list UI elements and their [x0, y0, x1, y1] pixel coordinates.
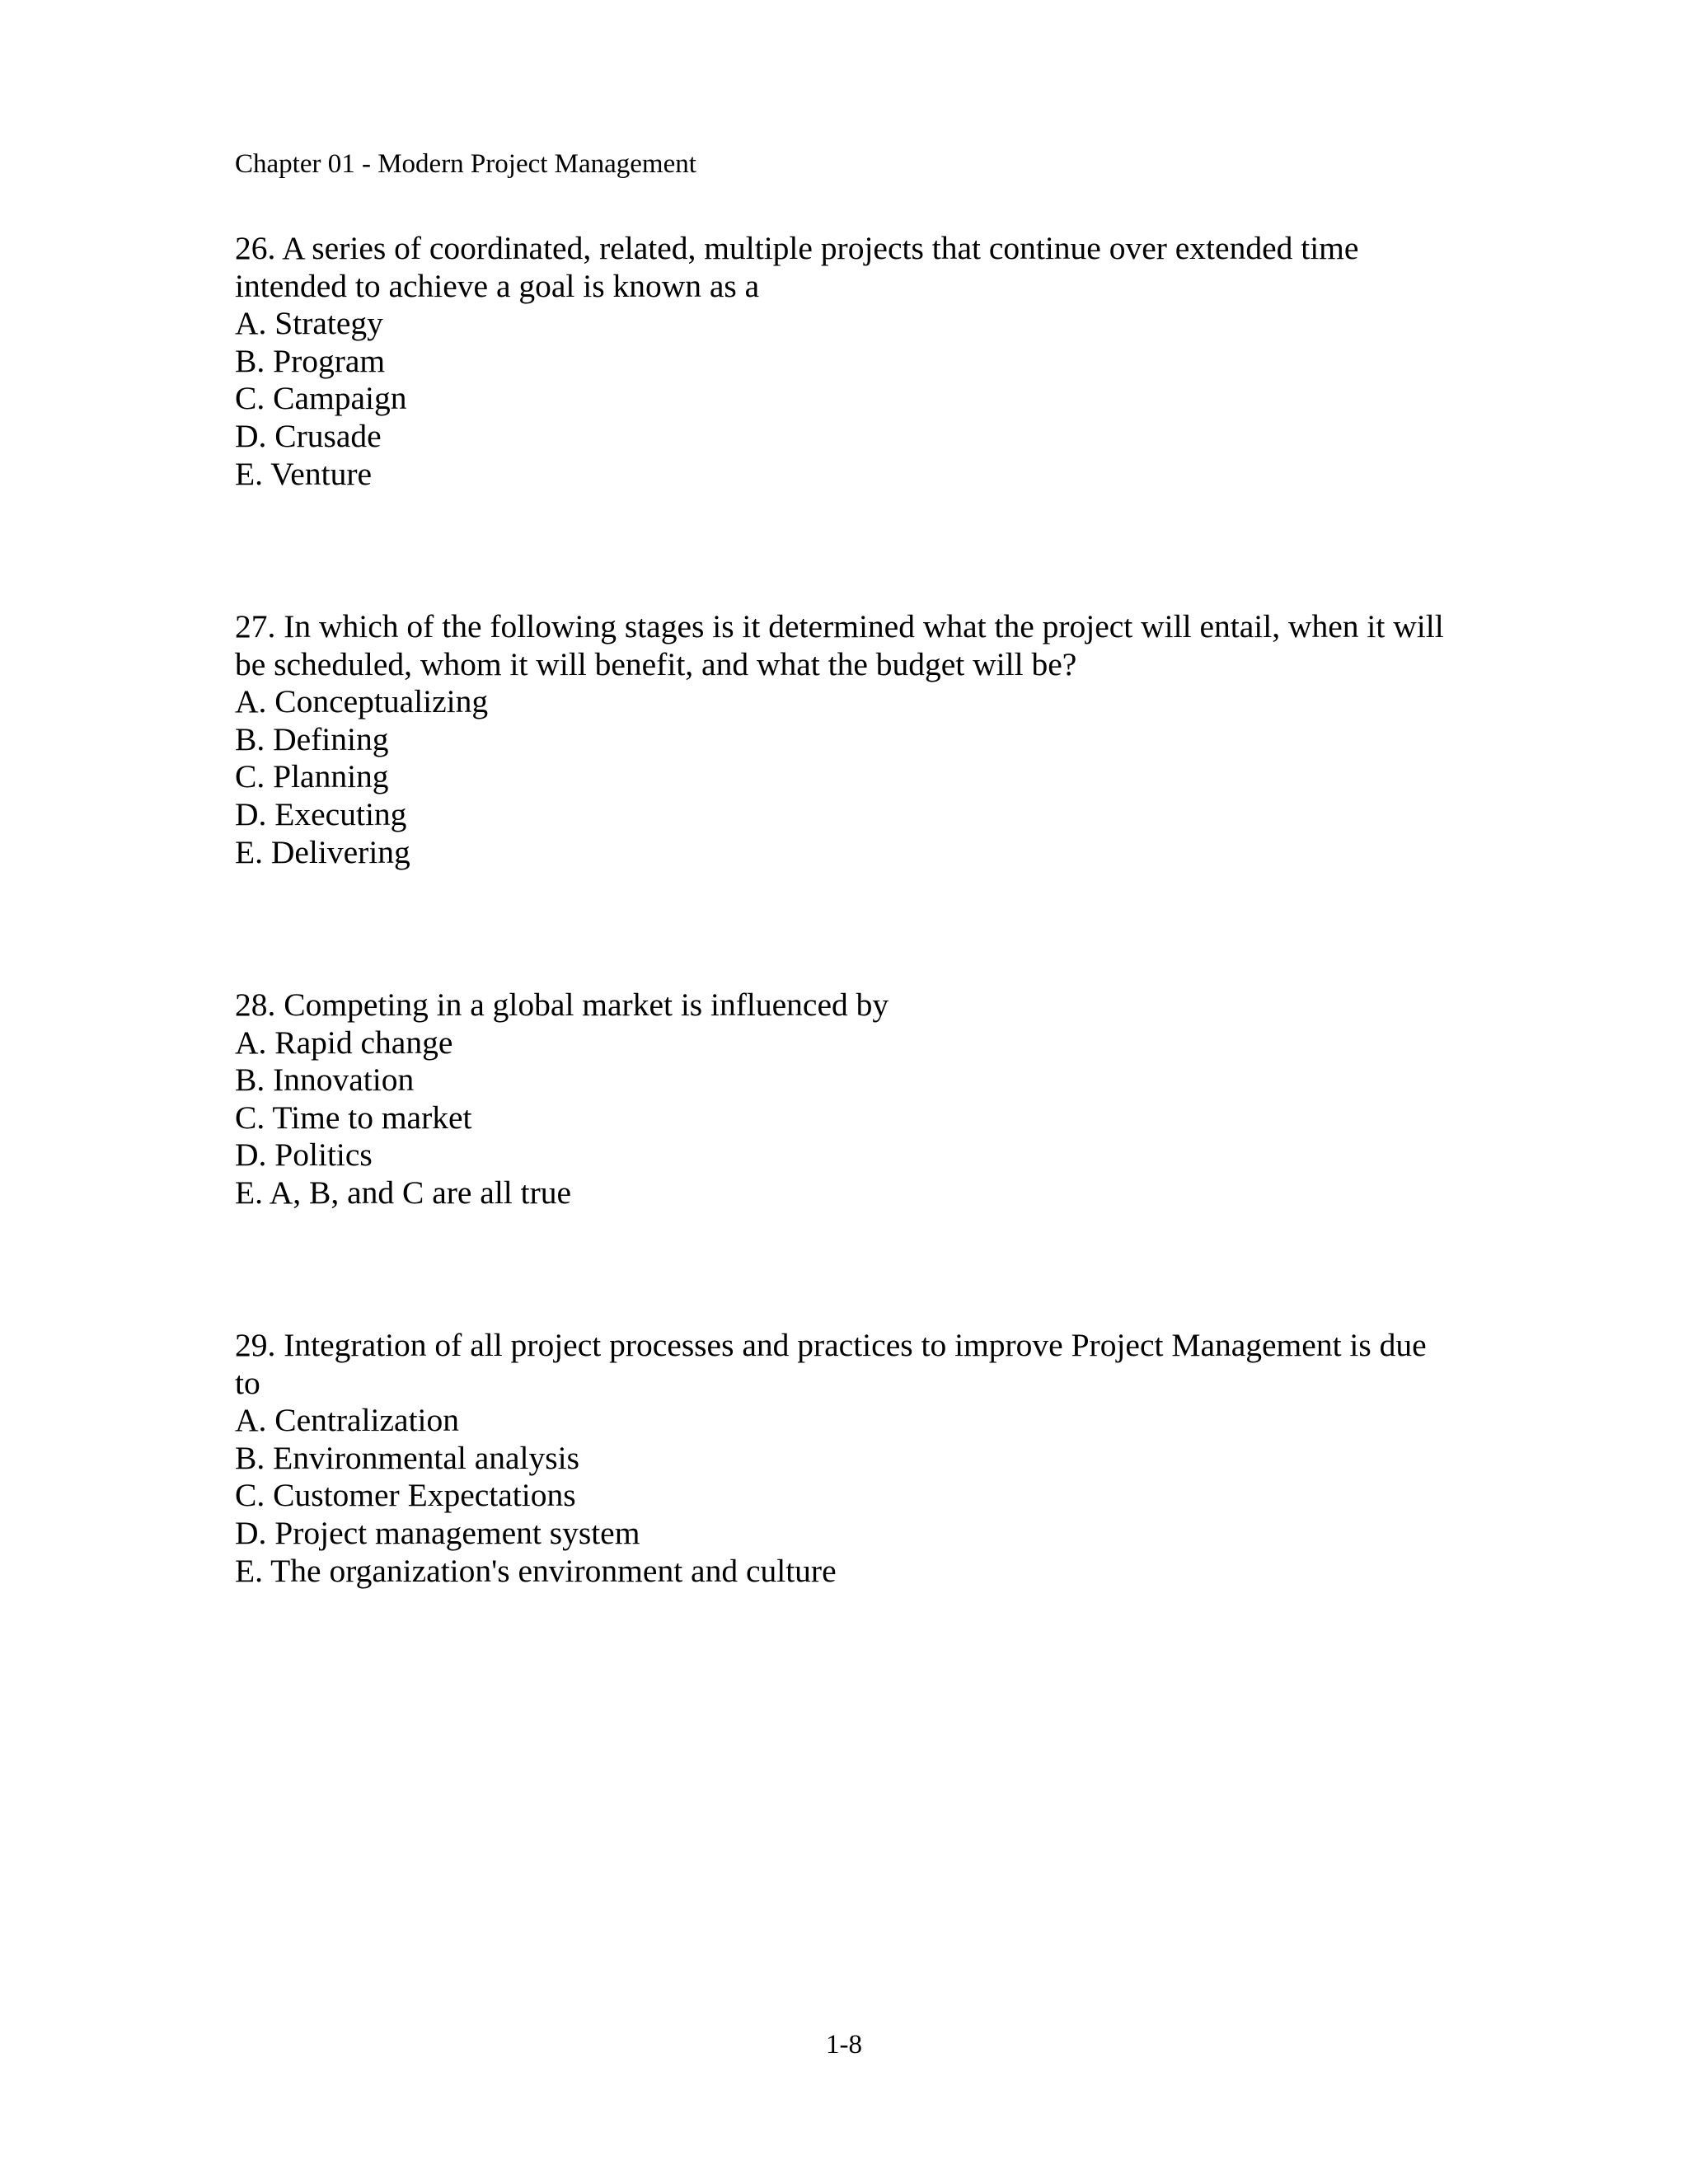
answer-option: E. Delivering	[235, 833, 410, 870]
question-stem-line: 28. Competing in a global market is influenced by	[235, 987, 889, 1023]
answer-option: C. Customer Expectations	[235, 1477, 576, 1514]
chapter-header: Chapter 01 - Modern Project Management	[235, 149, 696, 179]
answer-option: C. Planning	[235, 758, 389, 795]
answer-option: E. Venture	[235, 455, 373, 492]
answer-option: A. Conceptualizing	[235, 683, 489, 720]
answer-option: B. Innovation	[235, 1062, 415, 1099]
question-28	[235, 987, 1471, 1212]
answer-option: D. Project management system	[235, 1514, 640, 1551]
question-26	[235, 230, 1471, 493]
answer-option: A. Centralization	[235, 1402, 460, 1439]
answer-option: C. Time to market	[235, 1099, 472, 1136]
answer-option: E. A, B, and C are all true	[235, 1174, 572, 1211]
question-stem-line: 27. In which of the following stages is it determined what the project will entail, when it will	[235, 608, 1444, 644]
question-stem-line: be scheduled, whom it will benefit, and what the budget will be?	[235, 645, 1077, 682]
question-stem-line: 29. Integration of all project processes and practices to improve Project Management is due	[235, 1327, 1427, 1363]
page-number: 1-8	[826, 2030, 862, 2060]
answer-option: A. Strategy	[235, 305, 383, 342]
question-stem-line: to	[235, 1364, 260, 1401]
answer-option: B. Program	[235, 342, 386, 379]
question-stem-line: intended to achieve a goal is known as a	[235, 267, 760, 304]
answer-option: D. Crusade	[235, 417, 382, 454]
question-stem-line: 26. A series of coordinated, related, multiple projects that continue over extended time	[235, 230, 1359, 266]
answer-option: E. The organization's environment and culture	[235, 1552, 837, 1589]
answer-option: A. Rapid change	[235, 1024, 453, 1061]
question-29	[235, 1327, 1471, 1590]
question-27	[235, 608, 1471, 871]
answer-option: B. Environmental analysis	[235, 1439, 579, 1476]
answer-option: D. Politics	[235, 1137, 373, 1174]
answer-option: C. Campaign	[235, 380, 407, 417]
answer-option: D. Executing	[235, 795, 407, 832]
answer-option: B. Defining	[235, 720, 389, 757]
